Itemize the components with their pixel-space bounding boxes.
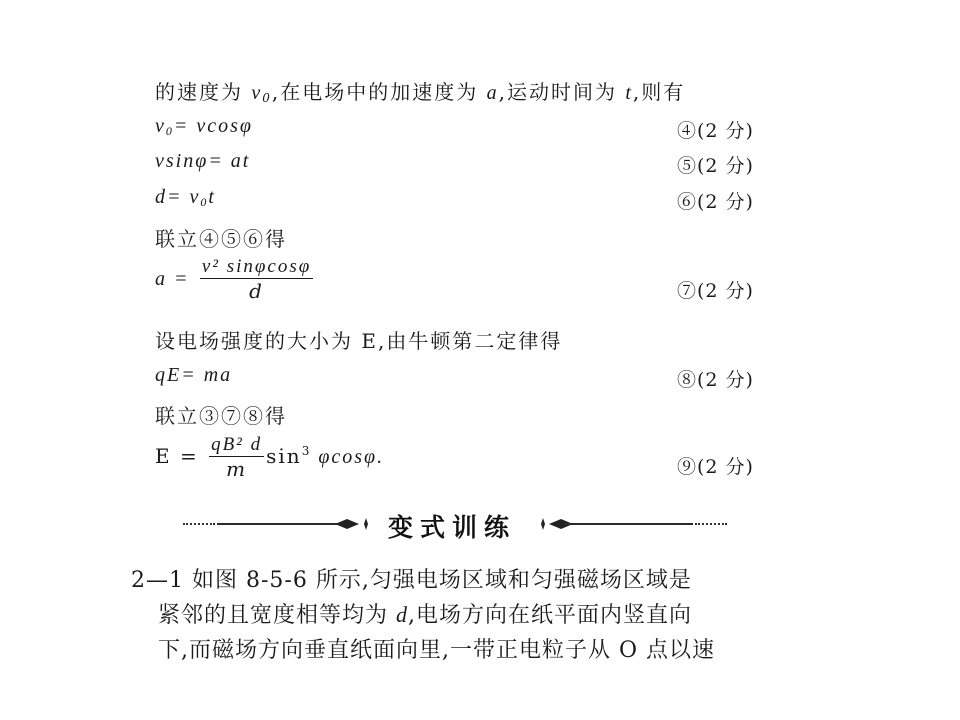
diamond-ornament-left-icon bbox=[335, 519, 359, 529]
equation-6: $d= v_0t$ bbox=[155, 186, 216, 209]
combine-line-2: 联立③⑦⑧得 bbox=[155, 404, 287, 428]
dot-ornament-right-icon bbox=[541, 518, 545, 530]
dotted-rule-right bbox=[695, 523, 727, 525]
rule-right bbox=[563, 523, 693, 525]
equation-7: a = $\frac{\text{v² sinφcosφ}}{d}$ bbox=[155, 256, 312, 303]
problem-line-3: 下,而磁场方向垂直纸面向里,一带正电粒子从 O 点以速 bbox=[158, 638, 716, 663]
problem-line-1: 2—1 如图 8-5-6 所示,匀强电场区域和匀强磁场区域是 bbox=[131, 568, 692, 593]
equation-9: E = $\frac{\text{qB² d}}{m}$ $\sin^3 \varphi\cos\varphi$. bbox=[155, 434, 385, 481]
dotted-rule-left bbox=[183, 523, 215, 525]
combine-line-1: 联立④⑤⑥得 bbox=[155, 227, 287, 251]
intro-line: 的速度为 $v_0$,在电场中的加速度为 a,运动时间为 t,则有 bbox=[155, 80, 686, 105]
equation-8: qE= ma bbox=[155, 364, 233, 386]
rule-left bbox=[217, 523, 347, 525]
score-mark-5: ⑤(2 分) bbox=[677, 155, 754, 177]
problem-line-2: 紧邻的且宽度相等均为 d,电场方向在纸平面内竖直向 bbox=[158, 602, 692, 628]
score-mark-7: ⑦(2 分) bbox=[677, 280, 754, 302]
equation-5: vsinφ= at bbox=[155, 150, 251, 172]
dot-ornament-left-icon bbox=[364, 518, 368, 530]
score-mark-4: ④(2 分) bbox=[677, 120, 754, 142]
equation-4: $v_0= vcos\varphi$ bbox=[155, 115, 253, 138]
assumption-line: 设电场强度的大小为 E,由牛顿第二定律得 bbox=[155, 329, 563, 353]
section-banner bbox=[183, 510, 728, 540]
section-title: 变式训练 bbox=[388, 513, 517, 542]
score-mark-8: ⑧(2 分) bbox=[677, 369, 754, 391]
fraction: $\frac{\text{qB² d}}{m}$ bbox=[211, 434, 263, 481]
score-mark-6: ⑥(2 分) bbox=[677, 191, 754, 213]
fraction: $\frac{\text{v² sinφcosφ}}{d}$ bbox=[201, 256, 312, 303]
score-mark-9: ⑨(2 分) bbox=[677, 456, 754, 478]
